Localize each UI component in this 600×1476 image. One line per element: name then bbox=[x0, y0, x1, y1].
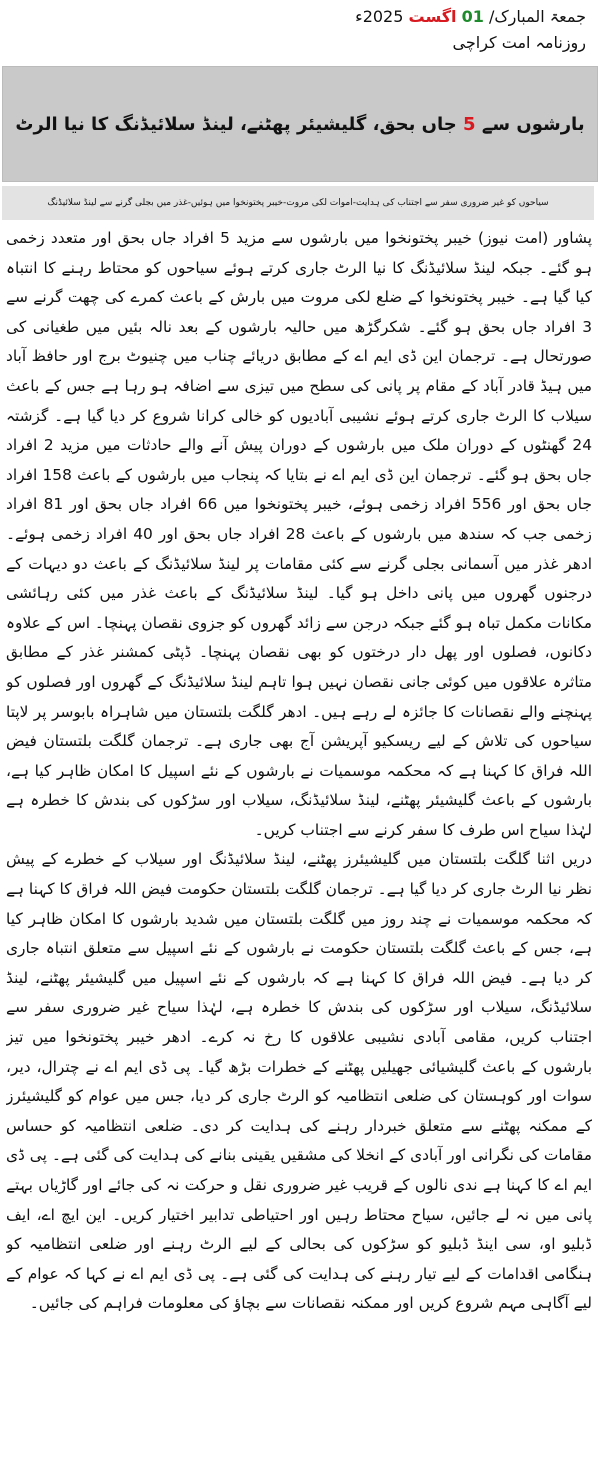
headline-number: 5 bbox=[463, 113, 476, 135]
dateline-month: اگست bbox=[408, 7, 457, 26]
article-body bbox=[6, 224, 592, 1469]
article-paragraph: پشاور (امت نیوز) خیبر پختونخوا میں بارشوں سے مزید 5 افراد جاں بحق اور متعدد زخمی ہو گئے۔ جبکہ لینڈ سلائیڈنگ کا نیا الرٹ جاری کرتے ہوئے سیاحوں کو محتاط رہنے کا انتباہ کیا گیا ہے۔ خیبر پختونخوا کے ضلع لکی مروت میں بارش کے باعث کمرے کی چھت گرنے سے 3 افراد جاں بحق ہو گئے۔ شکرگڑھ میں حالیہ بارشوں کے بعد نالہ بئیں میں طغیانی کی صورتحال ہے۔ ترجمان این ڈی ایم اے کے مطابق دریائے چناب میں چنیوٹ برج اور حافظ آباد میں ہیڈ قادر آباد کے مقام پر پانی کی سطح میں تیزی سے اضافہ ہو رہا ہے جس کے باعث سیلاب کا الرٹ جاری کرتے ہوئے نشیبی آبادیوں کو خالی کرانا شروع کر دیا گیا ہے۔ گزشتہ 24 گھنٹوں کے دوران ملک میں بارشوں کے دوران پیش آنے والے حادثات میں مزید 2 افراد جاں بحق ہو گئے۔ ترجمان این ڈی ایم اے نے بتایا کہ پنجاب میں بارشوں کے باعث 158 افراد جاں بحق اور 556 افراد زخمی ہوئے، خیبر پختونخوا میں 66 افراد جاں بحق اور 81 افراد زخمی جب کہ سندھ میں بارشوں کے باعث 28 افراد جاں بحق اور 40 افراد زخمی ہوئے۔ ادھر غذر میں آسمانی بجلی گرنے سے کئی مقامات پر لینڈ سلائیڈنگ کے باعث دو دیہات کے درجنوں گھروں میں پانی داخل ہو گیا۔ لینڈ سلائیڈنگ کے باعث غذر میں کئی رہائشی مکانات مکمل تباہ ہو گئے جبکہ درجن سے زائد گھروں کو جزوی نقصان پہنچا۔ اس کے علاوہ دکانوں، فصلوں اور پھل دار درختوں کو بھی نقصان پہنچا۔ ڈپٹی کمشنر غذر کے مطابق متاثرہ علاقوں میں کوئی جانی نقصان نہیں ہوا تاہم لینڈ سلائیڈنگ کے گھروں اور فصلوں کو پہنچنے والے نقصانات کا جائزہ لے رہے ہیں۔ ادھر گلگت بلتستان میں شاہراہ بابوسر پر لاپتا سیاحوں کی تلاش کے لیے ریسکیو آپریشن آج بھی جاری ہے۔ ترجمان گلگت بلتستان فیض اللہ فراق کا کہنا ہے کہ محکمہ موسمیات نے بارشوں کے نئے اسپیل کا امکان ظاہر کیا ہے، بارشوں کے باعث گلیشیئر پھٹنے، لینڈ سلائیڈنگ، سیلاب اور سڑکوں کی بندش کا خطرہ ہے لہٰذا سیاح اس طرف کا سفر کرنے سے اجتناب کریں۔ bbox=[6, 229, 592, 839]
dateline-year: 2025ء bbox=[355, 7, 404, 26]
headline-banner bbox=[2, 66, 598, 182]
headline-part2: جاں بحق، گلیشیئر پھٹنے، لینڈ سلائیڈنگ کا نیا الرٹ bbox=[15, 113, 464, 135]
dateline-weekday: جمعۃ المبارک/ bbox=[488, 7, 586, 26]
newspaper-name: روزنامہ امت کراچی bbox=[452, 33, 586, 52]
subheadline: سیاحوں کو غیر ضروری سفر سے اجتناب کی ہدایت-اموات لکی مروت-خیبر پختونخوا میں ہوئیں-غذر میں بجلی گرنے سے لینڈ سلائیڈنگ bbox=[2, 186, 594, 220]
dateline bbox=[355, 6, 586, 28]
headline-part1: بارشوں سے bbox=[475, 113, 585, 135]
dateline-day: 01 bbox=[461, 7, 484, 26]
article-paragraph: دریں اثنا گلگت بلتستان میں گلیشیئرز پھٹنے، لینڈ سلائیڈنگ اور سیلاب کے خطرے کے پیش نظر نیا الرٹ جاری کر دیا گیا ہے۔ ترجمان گلگت بلتستان حکومت فیض اللہ فراق کا کہنا ہے کہ محکمہ موسمیات نے چند روز میں گلگت بلتستان میں شدید بارشوں کا امکان ظاہر کیا ہے، جس کے باعث گلگت بلتستان حکومت نے بارشوں کے نئے اسپیل سے متعلق انتباہ جاری کر دیا ہے۔ فیض اللہ فراق کا کہنا ہے کہ بارشوں کے نئے اسپیل میں گلیشیئر پھٹنے، لینڈ سلائیڈنگ، سیلاب اور سڑکوں کی بندش کا خطرہ ہے، لہٰذا سیاح غیر ضروری سفر سے اجتناب کریں، مقامی آبادی نشیبی علاقوں کا رخ نہ کرے۔ ادھر خیبر پختونخوا میں تیز بارشوں کے باعث گلیشیائی جھیلیں پھٹنے کے خطرات بڑھ گیا۔ پی ڈی ایم اے نے چترال، دیر، سوات اور کوہستان کی ضلعی انتظامیہ کو الرٹ جاری کر دیا، جس میں عوام کو گلیشیئرز کے ممکنہ پھٹنے سے متعلق خبردار رہنے کی ہدایت کر دی۔ ضلعی انتظامیہ کو حساس مقامات کی نگرانی اور آبادی کے انخلا کی مشقیں یقینی بنانے کی ہدایت کی گئی ہے۔ پی ڈی ایم اے کا کہنا ہے ندی نالوں کے قریب غیر ضروری نقل و حرکت نہ کی جائے اور گاڑیاں بہتے پانی میں نہ لے جائیں، سیاح محتاط رہیں اور احتیاطی تدابیر اختیار کریں۔ این ایچ اے، ایف ڈبلیو او، سی اینڈ ڈبلیو کو سڑکوں کی بحالی کے لیے الرٹ رہنے اور ضلعی انتظامیہ کو ہنگامی اقدامات کے لیے تیار رہنے کی ہدایت کی گئی ہے۔ پی ڈی ایم اے نے کہا کہ عوام کے لیے آگاہی مہم شروع کریں اور ممکنہ نقصانات سے بچاؤ کی معلومات فراہم کی جائیں۔ bbox=[6, 850, 592, 1313]
headline bbox=[15, 114, 584, 135]
